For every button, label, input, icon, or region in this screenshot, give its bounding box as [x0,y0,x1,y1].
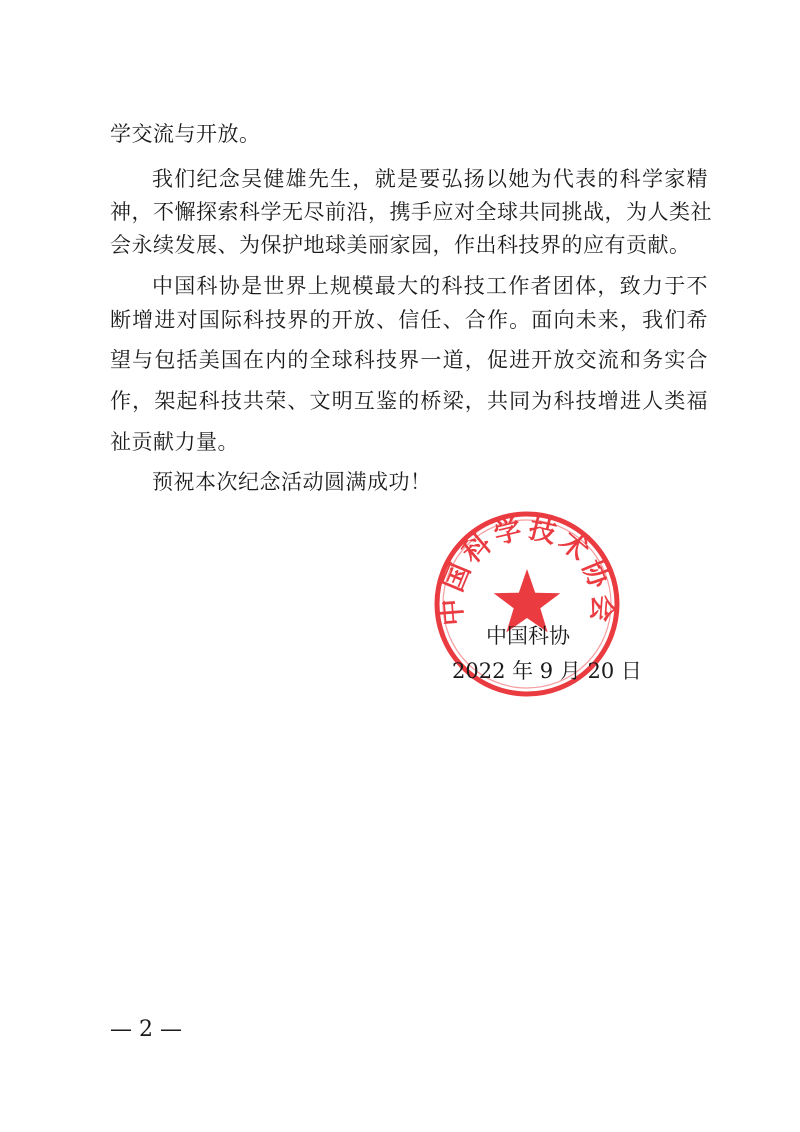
paragraph-3-line-5: 祉贡献力量。 [110,430,239,454]
paragraph-3-line-3: 望与包括美国在内的全球科技界一道，促进开放交流和务实合 [110,348,708,372]
signature-date: 2022 年 9 月 20 日 [452,659,642,683]
paragraph-3-line-4: 作，架起科技共荣、文明互鉴的桥梁，共同为科技增进人类福 [110,389,708,413]
paragraph-2-line-1: 我们纪念吴健雄先生，就是要弘扬以她为代表的科学家精 [152,167,708,191]
paragraph-4-line-1: 预祝本次纪念活动圆满成功！ [152,470,432,494]
svg-text:中国科学技术协会: 中国科学技术协会 [436,513,618,627]
paragraph-3-line-1: 中国科协是世界上规模最大的科技工作者团体，致力于不 [152,274,708,298]
paragraph-1-line-1: 学交流与开放。 [110,122,261,146]
page-number: — 2 — [110,1017,182,1042]
signature-organization: 中国科协 [486,624,570,648]
paragraph-2-line-3: 会永续发展、为保护地球美丽家园，作出科技界的应有贡献。 [110,233,691,257]
paragraph-3-line-2: 断增进对国际科技界的开放、信任、合作。面向未来，我们希 [110,308,708,332]
paragraph-2-line-2: 神，不懈探索科学无尽前沿，携手应对全球共同挑战，为人类社 [110,200,712,224]
